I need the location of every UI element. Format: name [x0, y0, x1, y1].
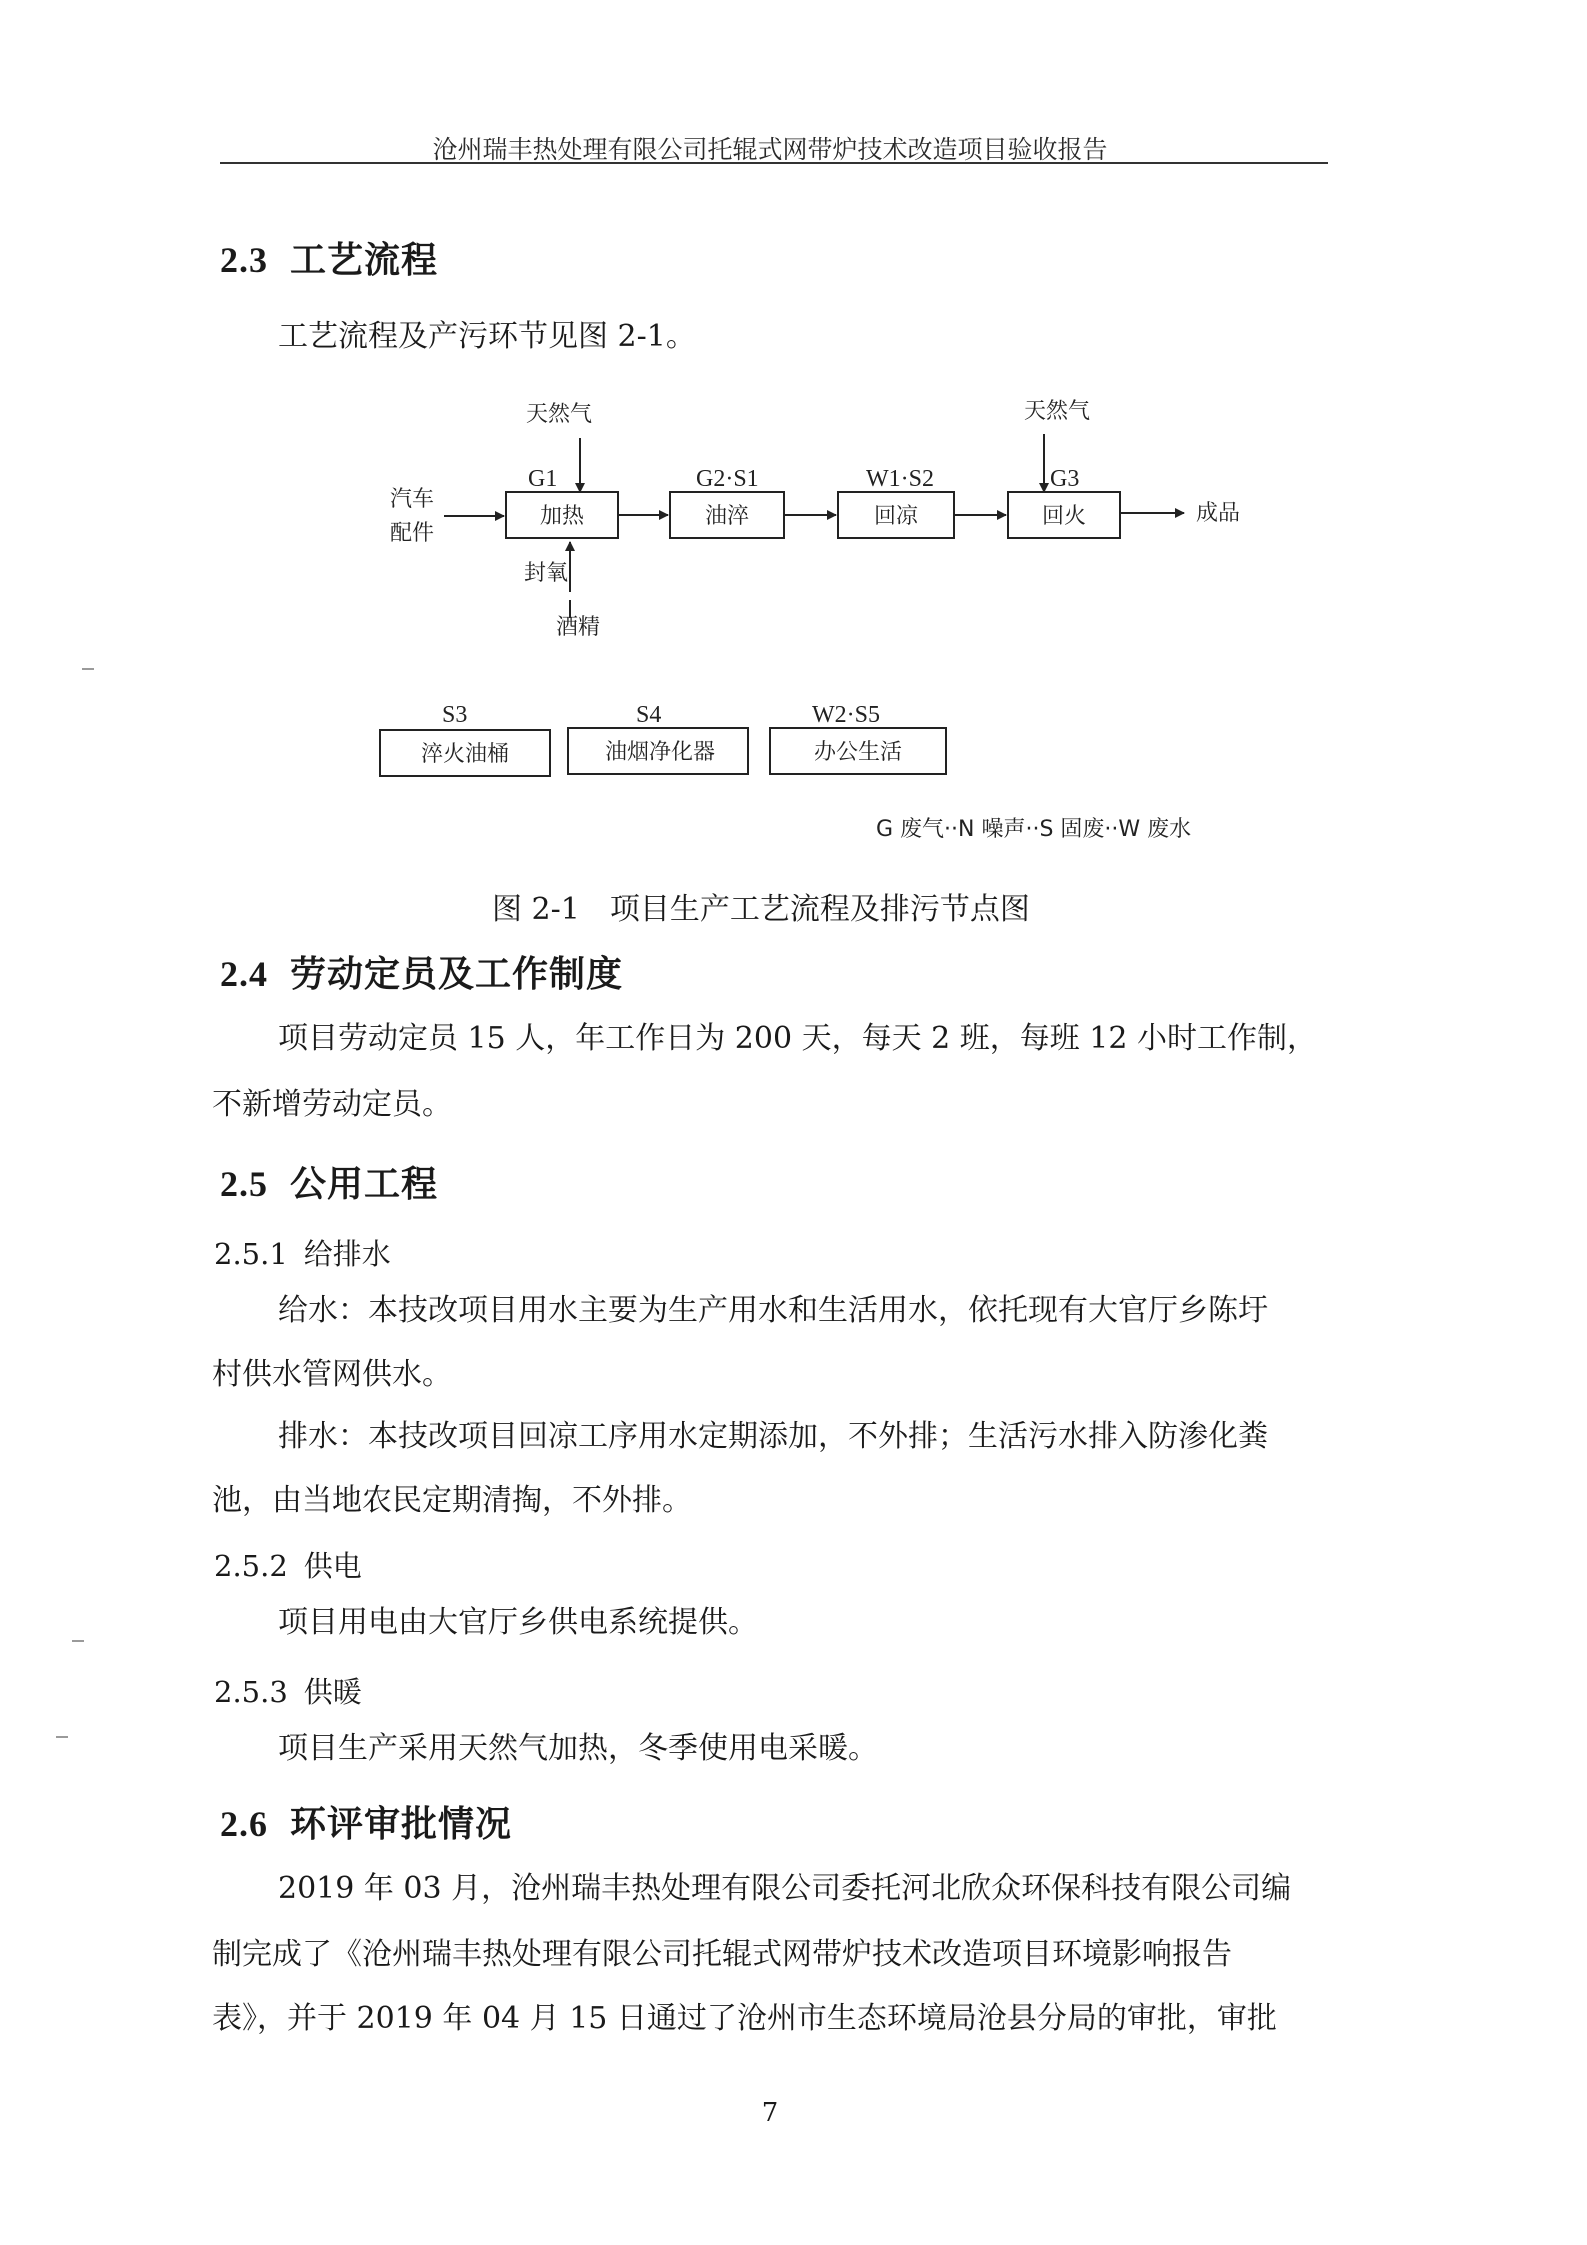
aux-tag-1: S3 — [442, 702, 468, 728]
subsection-title: 供暖 — [303, 1675, 362, 1709]
subsection-number: 2.5.3 — [214, 1675, 288, 1709]
figure-caption: 图 2-1 项目生产工艺流程及排污节点图 — [492, 892, 1030, 927]
section-2-4-heading — [220, 946, 623, 997]
subsection-title: 供电 — [303, 1549, 362, 1583]
subsection-2-5-1-heading — [214, 1232, 391, 1273]
step-label-cooling: 回凉 — [873, 504, 919, 529]
section-2-6-line1: 2019 年 03 月，沧州瑞丰热处理有限公司委托河北欣众环保科技有限公司编 — [278, 1871, 1292, 1906]
section-title: 劳动定员及工作制度 — [290, 953, 624, 995]
section-title: 工艺流程 — [290, 239, 439, 281]
page-number: 7 — [761, 2098, 779, 2128]
aux-tag-3: W2·S5 — [812, 702, 880, 728]
section-2-6-line2: 制完成了《沧州瑞丰热处理有限公司托辊式网带炉技术改造项目环境影响报告 — [212, 1937, 1232, 1972]
seal-label: 封氧 — [524, 561, 569, 586]
section-2-4-line1: 项目劳动定员 15 人，年工作日为 200 天，每天 2 班，每班 12 小时工作制， — [278, 1021, 1317, 1056]
section-number: 2.3 — [220, 240, 268, 280]
section-title: 环评审批情况 — [290, 1803, 513, 1845]
input-label-line1: 汽车 — [390, 487, 435, 512]
aux-label-office-living: 办公生活 — [813, 740, 903, 765]
section-title: 公用工程 — [290, 1163, 439, 1205]
input-label-line2: 配件 — [390, 521, 435, 546]
scan-mark — [82, 668, 94, 670]
gas-label-right: 天然气 — [1024, 399, 1091, 424]
section-number: 2.4 — [220, 954, 268, 994]
alcohol-label: 酒精 — [556, 615, 601, 640]
step-label-tempering: 回火 — [1041, 504, 1087, 529]
step-tag-1: G1 — [528, 466, 558, 492]
scan-mark — [56, 1736, 68, 1738]
heating-text: 项目生产采用天然气加热，冬季使用电采暖。 — [278, 1731, 878, 1766]
section-2-6-line3: 表》，并于 2019 年 04 月 15 日通过了沧州市生态环境局沧县分局的审批，审批 — [212, 2001, 1277, 2036]
step-tag-3: W1·S2 — [866, 466, 934, 492]
aux-tag-2: S4 — [636, 702, 662, 728]
section-2-6-heading — [220, 1796, 512, 1847]
subsection-2-5-2-heading — [214, 1544, 362, 1585]
subsection-2-5-3-heading — [214, 1670, 362, 1711]
section-2-4-line2: 不新增劳动定员。 — [212, 1087, 452, 1122]
gas-label-left: 天然气 — [526, 402, 593, 427]
water-supply-line1: 给水：本技改项目用水主要为生产用水和生活用水，依托现有大官厅乡陈圩 — [278, 1293, 1268, 1328]
section-2-3-intro: 工艺流程及产污环节见图 2-1。 — [278, 319, 696, 354]
diagram-legend: G 废气··N 噪声··S 固废··W 废水 — [876, 817, 1192, 842]
section-2-5-heading — [220, 1156, 438, 1207]
subsection-number: 2.5.1 — [214, 1237, 288, 1271]
subsection-title: 给排水 — [303, 1237, 391, 1271]
step-label-heating: 加热 — [539, 504, 585, 529]
subsection-number: 2.5.2 — [214, 1549, 288, 1583]
scan-mark — [72, 1640, 84, 1642]
section-number: 2.5 — [220, 1164, 268, 1204]
section-number: 2.6 — [220, 1804, 268, 1844]
drainage-line2: 池，由当地农民定期清掏，不外排。 — [212, 1483, 692, 1518]
step-label-oil-quench: 油淬 — [704, 504, 750, 529]
running-header: 沧州瑞丰热处理有限公司托辊式网带炉技术改造项目验收报告 — [432, 135, 1108, 164]
output-label: 成品 — [1196, 501, 1241, 526]
step-tag-4: G3 — [1050, 466, 1080, 492]
water-supply-line2: 村供水管网供水。 — [212, 1357, 452, 1392]
drainage-line1: 排水：本技改项目回凉工序用水定期添加，不外排；生活污水排入防渗化粪 — [278, 1419, 1268, 1454]
power-supply-text: 项目用电由大官厅乡供电系统提供。 — [278, 1605, 758, 1640]
process-flow-diagram — [0, 0, 1587, 900]
step-tag-2: G2·S1 — [696, 466, 759, 492]
aux-label-fume-purifier: 油烟净化器 — [604, 740, 716, 765]
aux-label-quench-oil-drum: 淬火油桶 — [420, 742, 510, 767]
